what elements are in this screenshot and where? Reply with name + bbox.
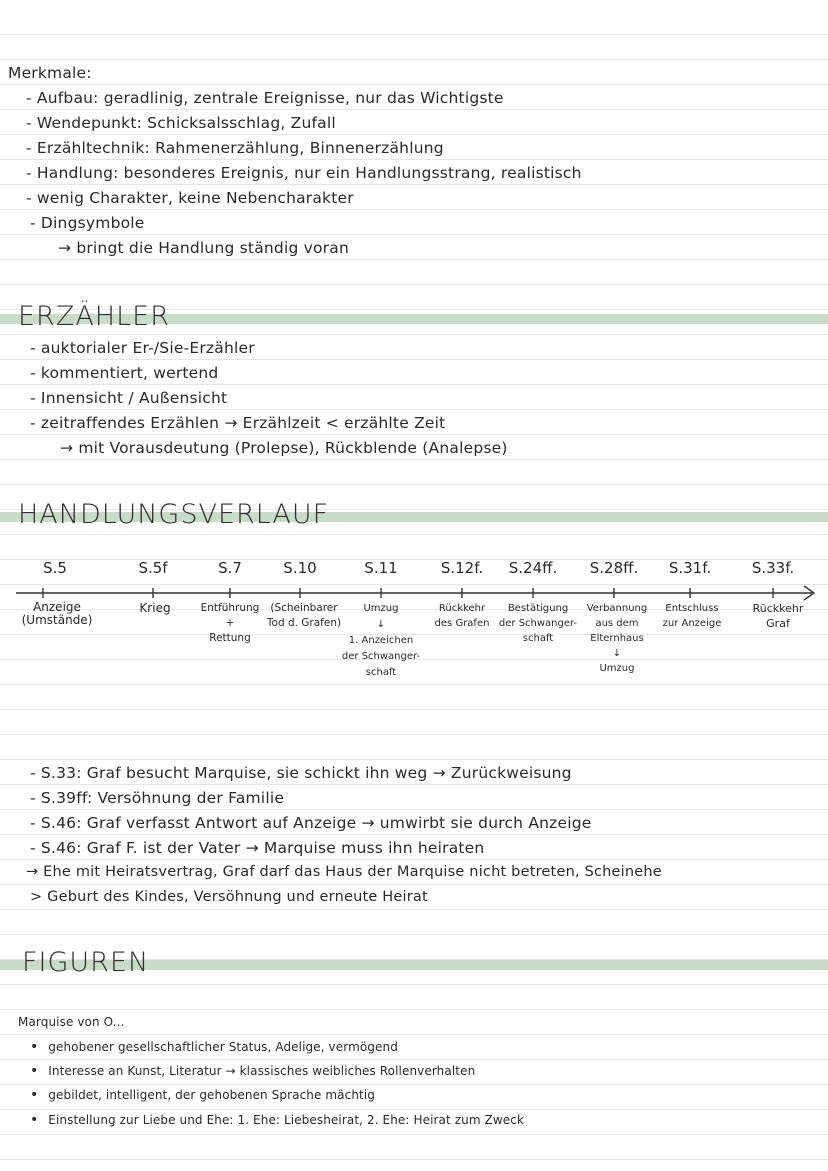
handlung-item: - S.39ff: Versöhnung der Familie [30, 789, 285, 807]
figuren-item-text: gebildet, intelligent, der gehobenen Sprache mächtig [48, 1088, 375, 1102]
figuren-heading: FIGUREN [22, 947, 150, 978]
timeline-event-line: Anzeige [33, 600, 81, 614]
merkmale-title: Merkmale: [8, 64, 92, 82]
timeline-event-line: Tod d. Grafen) [266, 617, 342, 629]
timeline-event [753, 601, 804, 631]
timeline-event [342, 601, 420, 681]
timeline-page-label: S.7 [218, 559, 242, 577]
figuren-item-text: Interesse an Kunst, Literatur → klassisches weibliches Rollenverhalten [48, 1064, 476, 1078]
handlung-item: - S.46: Graf F. ist der Vater → Marquise muss ihn heiraten [30, 839, 485, 857]
bullet-icon: • [30, 1039, 39, 1055]
erzaehler-item: - Innensicht / Außensicht [30, 389, 228, 407]
figuren-item-text: gehobener gesellschaftlicher Status, Adelige, vermögend [48, 1040, 398, 1054]
timeline-event-line: 1. Anzeichen [348, 635, 414, 646]
bullet-icon: • [30, 1112, 39, 1128]
handlung-item: > Geburt des Kindes, Versöhnung und erneute Heirat [30, 889, 428, 905]
timeline-page-label: S.5f [138, 559, 168, 577]
timeline-event-line: Verbannung [586, 603, 648, 614]
timeline-event-line: (Umstände) [21, 613, 93, 627]
bullet-icon: • [30, 1063, 39, 1079]
timeline-page-label: S.28ff. [589, 559, 639, 577]
merkmale-item: - Handlung: besonderes Ereignis, nur ein Handlungsstrang, realistisch [26, 164, 582, 182]
timeline-event-line: Rettung [209, 632, 251, 644]
timeline-event-line: zur Anzeige [662, 618, 722, 629]
timeline-event [587, 601, 648, 676]
timeline-event-line: aus dem [595, 618, 639, 629]
timeline-event-line: Umzug [363, 603, 399, 614]
timeline-page-label: S.10 [283, 559, 317, 577]
merkmale-subitem: → bringt die Handlung ständig voran [58, 239, 349, 257]
erzaehler-item: - zeitraffendes Erzählen → Erzählzeit < erzählte Zeit [30, 414, 446, 432]
erzaehler-subitem: → mit Vorausdeutung (Prolepse), Rückblende (Analepse) [60, 439, 508, 457]
timeline-event-line: Umzug [599, 663, 635, 674]
timeline-event-line: schaft [365, 667, 397, 678]
timeline-event-line: ↓ [376, 619, 386, 630]
erzaehler-heading: ERZÄHLER [18, 301, 170, 332]
timeline-event-line: des Grafen [434, 618, 490, 629]
merkmale-item: - Aufbau: geradlinig, zentrale Ereignisse, nur das Wichtigste [26, 89, 504, 107]
timeline-page-label: S.31f. [668, 559, 712, 577]
bullet-icon: • [30, 1087, 39, 1103]
handlung-item: - S.33: Graf besucht Marquise, sie schickt ihn weg → Zurückweisung [30, 764, 572, 782]
timeline-event-line: (Scheinbarer [270, 602, 338, 614]
figuren-item [30, 1039, 398, 1055]
merkmale-item: - wenig Charakter, keine Nebencharakter [26, 189, 354, 207]
figuren-item [30, 1087, 375, 1103]
merkmale-item: - Dingsymbole [30, 214, 145, 232]
figuren-item [30, 1112, 524, 1128]
timeline-event-line: Krieg [139, 601, 171, 615]
timeline-event-line: Graf [766, 617, 790, 630]
timeline-page-label: S.5 [43, 559, 67, 577]
timeline-event [499, 601, 577, 646]
handlung-item: → Ehe mit Heiratsvertrag, Graf darf das Haus der Marquise nicht betreten, Scheinehe [26, 864, 662, 880]
timeline-event-line: Rückkehr [438, 603, 486, 614]
figuren-item [30, 1063, 475, 1079]
timeline-event-line: Bestätigung [507, 603, 569, 614]
timeline-event [267, 601, 341, 631]
timeline-page-label: S.12f. [440, 559, 484, 577]
timeline-event-line: Rückkehr [752, 602, 804, 615]
timeline-event-line: schaft [522, 633, 554, 644]
timeline-event-line: ↓ [612, 648, 622, 659]
timeline-event-line: der Schwanger- [498, 618, 578, 629]
merkmale-item: - Erzähltechnik: Rahmenerzählung, Binnenerzählung [26, 139, 444, 157]
figuren-subtitle: Marquise von O... [18, 1015, 125, 1029]
timeline-event-line: Entschluss [665, 603, 719, 614]
timeline-event-line: Entführung [200, 602, 260, 614]
handlung-heading: HANDLUNGSVERLAUF [18, 499, 330, 530]
timeline [0, 555, 828, 715]
erzaehler-item: - kommentiert, wertend [30, 364, 219, 382]
timeline-event [139, 601, 170, 616]
timeline-event [663, 601, 722, 631]
merkmale-item: - Wendepunkt: Schicksalsschlag, Zufall [26, 114, 336, 132]
timeline-page-label: S.24ff. [508, 559, 558, 577]
figuren-item-text: Einstellung zur Liebe und Ehe: 1. Ehe: Liebesheirat, 2. Ehe: Heirat zum Zweck [48, 1113, 524, 1127]
erzaehler-item: - auktorialer Er-/Sie-Erzähler [30, 339, 255, 357]
timeline-event-line: Elternhaus [590, 633, 644, 644]
timeline-event-line: + [225, 617, 235, 629]
handlung-item: - S.46: Graf verfasst Antwort auf Anzeige → umwirbt sie durch Anzeige [30, 814, 592, 832]
timeline-event-line: der Schwanger- [341, 651, 421, 662]
timeline-event [435, 601, 490, 631]
timeline-event [22, 601, 93, 627]
timeline-event [201, 601, 260, 646]
timeline-page-label: S.33f. [751, 559, 795, 577]
timeline-page-label: S.11 [364, 559, 398, 577]
